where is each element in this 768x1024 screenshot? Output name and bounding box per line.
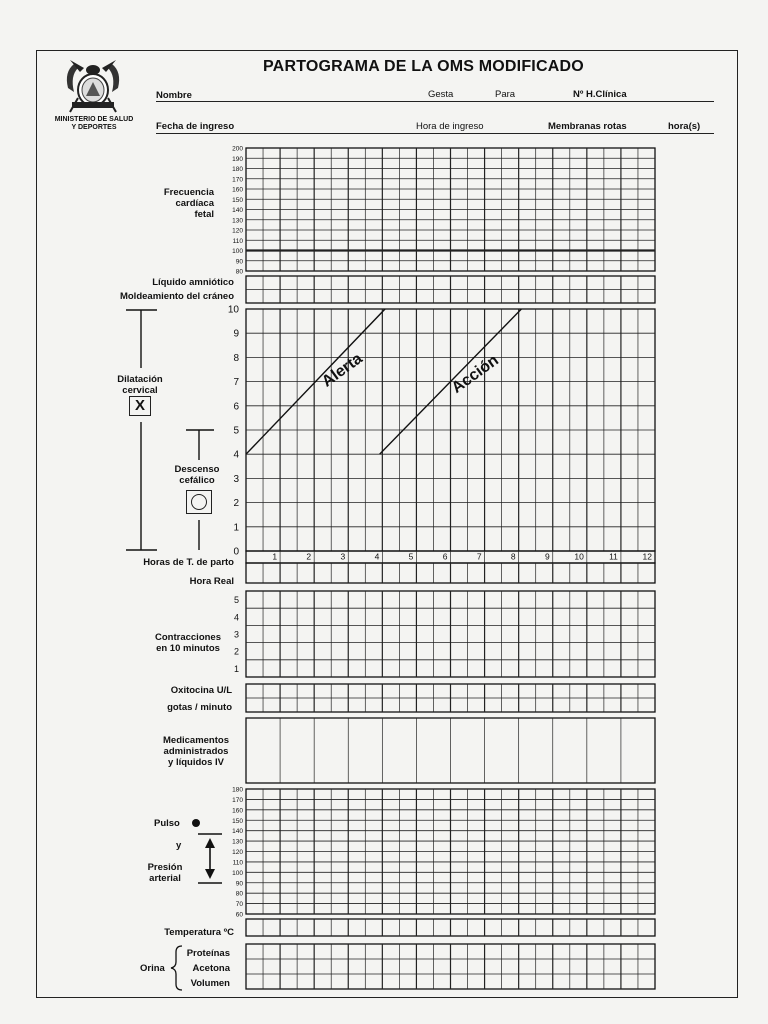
fhr-tick: 140 — [232, 207, 243, 214]
gotas-label: gotas / minuto — [167, 702, 232, 713]
fhr-tick: 100 — [232, 248, 243, 255]
hour-number: 2 — [306, 551, 312, 562]
action-label: Acción — [448, 351, 502, 397]
vitals-tick: 80 — [235, 890, 243, 898]
bp-arrow-down-icon — [205, 869, 215, 879]
medicamentos-label: Medicamentos administrados y líquidos IV — [163, 735, 229, 768]
hour-number: 3 — [340, 551, 346, 562]
hora-real-label: Hora Real — [189, 576, 234, 587]
fhr-tick: 190 — [232, 155, 243, 163]
contractions-tick: 1 — [233, 663, 239, 674]
orina-label: Orina — [140, 963, 165, 974]
orina-brace — [171, 946, 182, 990]
hour-number: 6 — [442, 551, 448, 562]
liquido-amniotico-label: Líquido amniótico — [152, 277, 234, 288]
cervix-tick: 7 — [233, 377, 239, 389]
proteinas-label: Proteínas — [186, 948, 230, 959]
hour-number: 7 — [476, 551, 482, 562]
fecha-ingreso-label: Fecha de ingreso — [156, 121, 235, 132]
fhr-tick: 90 — [235, 258, 243, 266]
vitals-tick: 140 — [232, 828, 243, 836]
cervix-tick: 0 — [233, 546, 239, 558]
contracciones-label: Contracciones en 10 minutos — [155, 632, 221, 654]
fhr-tick: 160 — [232, 186, 243, 194]
vitals-tick: 90 — [235, 880, 243, 888]
moldeamiento-label: Moldeamiento del cráneo — [119, 291, 234, 302]
nombre-label: Nombre — [156, 90, 192, 101]
membranas-label: Membranas rotas — [548, 121, 627, 132]
temperatura-label: Temperatura ºC — [164, 927, 234, 938]
cervix-tick: 2 — [233, 498, 239, 510]
acetona-label: Acetona — [192, 963, 230, 974]
fhr-tick: 120 — [232, 227, 243, 235]
cervix-tick: 9 — [233, 328, 239, 340]
descenso-label: Descenso cefálico — [174, 464, 220, 486]
cervix-tick: 8 — [233, 352, 239, 364]
hour-number: 9 — [545, 551, 550, 562]
vitals-tick: 120 — [232, 849, 243, 856]
hour-number: 8 — [510, 551, 516, 562]
cervix-tick: 4 — [233, 449, 239, 461]
vitals-tick: 160 — [232, 807, 243, 815]
cervix-tick: 1 — [233, 522, 239, 534]
contractions-tick: 5 — [233, 595, 239, 606]
contractions-tick: 2 — [233, 646, 239, 657]
pulso-label: Pulso — [154, 818, 180, 829]
gesta-label: Gesta — [428, 89, 454, 100]
vitals-tick: 170 — [232, 796, 243, 804]
form-title: PARTOGRAMA DE LA OMS MODIFICADO — [263, 58, 584, 75]
vitals-tick: 60 — [235, 911, 243, 919]
oxitocina-label: Oxitocina U/L — [170, 685, 232, 696]
ministry-name: MINISTERIO DE SALUD Y DEPORTES — [54, 116, 134, 131]
vitals-tick: 130 — [232, 838, 243, 846]
vitals-tick: 110 — [232, 859, 243, 867]
fhr-tick: 150 — [232, 196, 243, 204]
hour-number: 1 — [272, 551, 278, 562]
presion-label: Presión arterial — [147, 862, 183, 884]
cervix-tick: 6 — [233, 401, 239, 413]
hour-number: 4 — [374, 551, 380, 562]
para-label: Para — [495, 89, 516, 100]
cervix-tick: 10 — [227, 304, 239, 316]
hour-number: 10 — [574, 551, 584, 562]
hour-number: 5 — [408, 551, 414, 562]
vitals-tick: 150 — [232, 817, 243, 825]
fhr-tick: 170 — [232, 176, 243, 184]
bp-arrow-up-icon — [205, 838, 215, 848]
cervix-tick: 3 — [233, 473, 239, 485]
hora-ingreso-label: Hora de ingreso — [416, 121, 484, 132]
fhr-tick: 200 — [232, 145, 243, 153]
fhr-tick: 180 — [232, 166, 243, 173]
dilatacion-symbol: X — [129, 396, 151, 416]
volumen-label: Volumen — [190, 978, 230, 989]
dilatacion-label: Dilatación cervical — [117, 374, 163, 396]
contractions-tick: 4 — [233, 612, 239, 623]
hclinica-label: Nº H.Clínica — [573, 89, 627, 100]
fhr-tick: 80 — [235, 268, 243, 276]
horas-parto-label: Horas de T. de parto — [143, 557, 234, 568]
contractions-tick: 3 — [233, 629, 239, 640]
vitals-tick: 180 — [232, 786, 243, 794]
hour-number: 11 — [609, 551, 618, 562]
y-label: y — [176, 840, 182, 851]
vitals-tick: 100 — [232, 869, 243, 877]
fhr-tick: 130 — [232, 217, 243, 225]
alert-label: Alerta — [319, 350, 366, 391]
cervix-tick: 5 — [233, 425, 239, 437]
vitals-tick: 70 — [235, 901, 243, 909]
fhr-label: Frecuencia cardíaca fetal — [163, 187, 214, 220]
hour-number: 12 — [642, 551, 652, 562]
horas-label: hora(s) — [668, 121, 701, 132]
fhr-tick: 110 — [232, 237, 243, 245]
